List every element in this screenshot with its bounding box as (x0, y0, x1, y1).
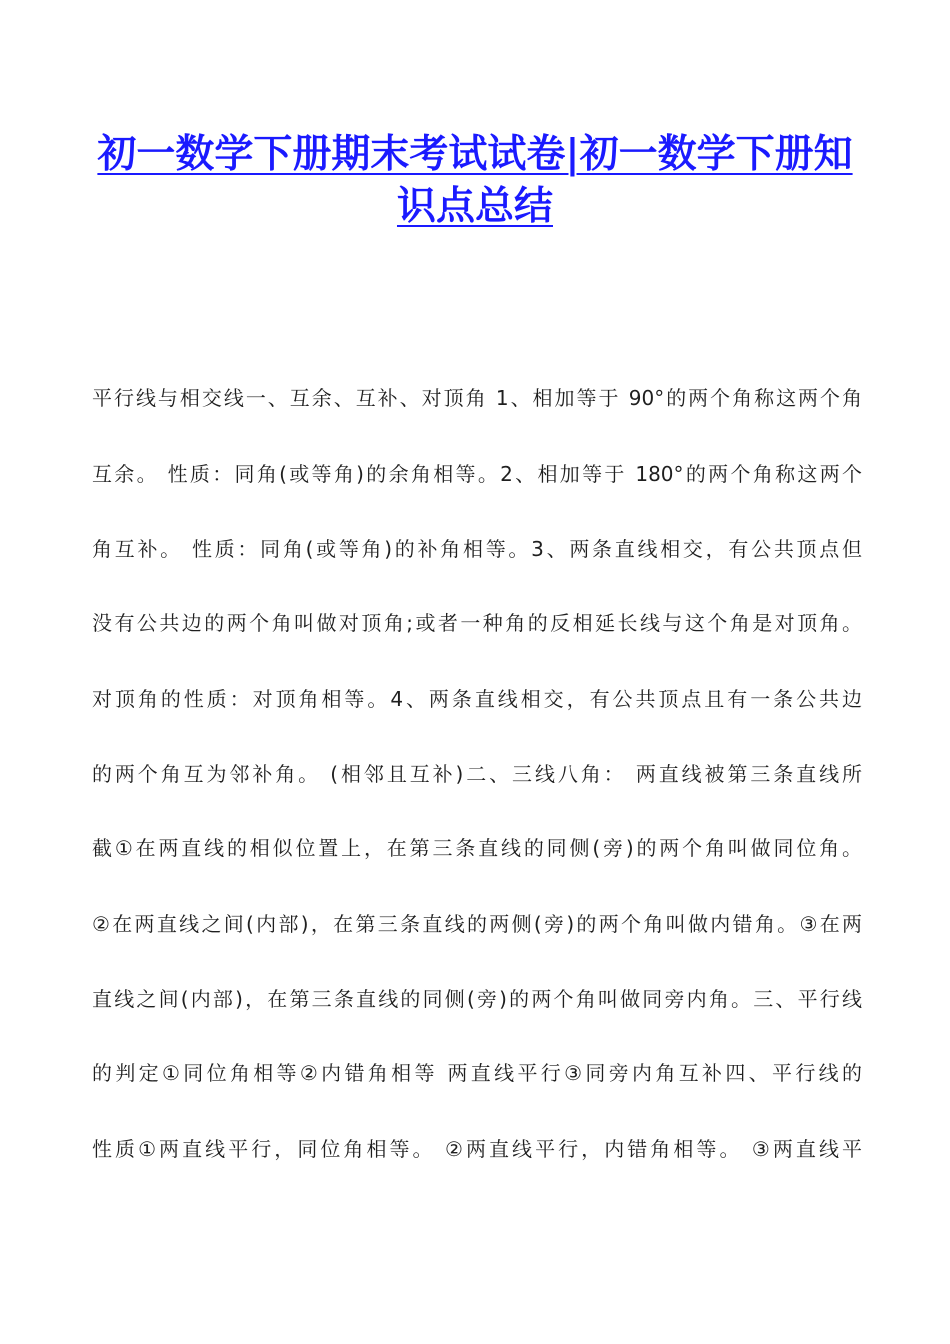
body-line-10: 的判定①同位角相等②内错角相等 两直线平行③同旁内角互补四、平行线的 (92, 1061, 862, 1085)
body-line-5: 对顶角的性质：对顶角相等。4、两条直线相交，有公共顶点且有一条公共边 (92, 687, 862, 711)
body-line-6: 的两个角互为邻补角。 (相邻且互补)二、三线八角： 两直线被第三条直线所 (92, 762, 862, 786)
body-line-4: 没有公共边的两个角叫做对顶角;或者一种角的反相延长线与这个角是对顶角。 (92, 611, 862, 635)
body-line-9: 直线之间(内部)，在第三条直线的同侧(旁)的两个角叫做同旁内角。三、平行线 (92, 987, 862, 1011)
body-line-7: 截①在两直线的相似位置上，在第三条直线的同侧(旁)的两个角叫做同位角。 (92, 836, 862, 860)
body-line-1: 平行线与相交线一、互余、互补、对顶角 1、相加等于 90°的两个角称这两个角 (92, 386, 862, 410)
body-line-2: 互余。 性质：同角(或等角)的余角相等。2、相加等于 180°的两个角称这两个 (92, 462, 862, 486)
body-line-11: 性质①两直线平行，同位角相等。 ②两直线平行，内错角相等。 ③两直线平 (92, 1137, 862, 1161)
body-line-8: ②在两直线之间(内部)，在第三条直线的两侧(旁)的两个角叫做内错角。③在两 (92, 912, 862, 936)
document-title[interactable]: 初一数学下册期末考试试卷|初一数学下册知识点总结 (97, 131, 853, 229)
body-line-3: 角互补。 性质：同角(或等角)的补角相等。3、两条直线相交，有公共顶点但 (92, 537, 862, 561)
